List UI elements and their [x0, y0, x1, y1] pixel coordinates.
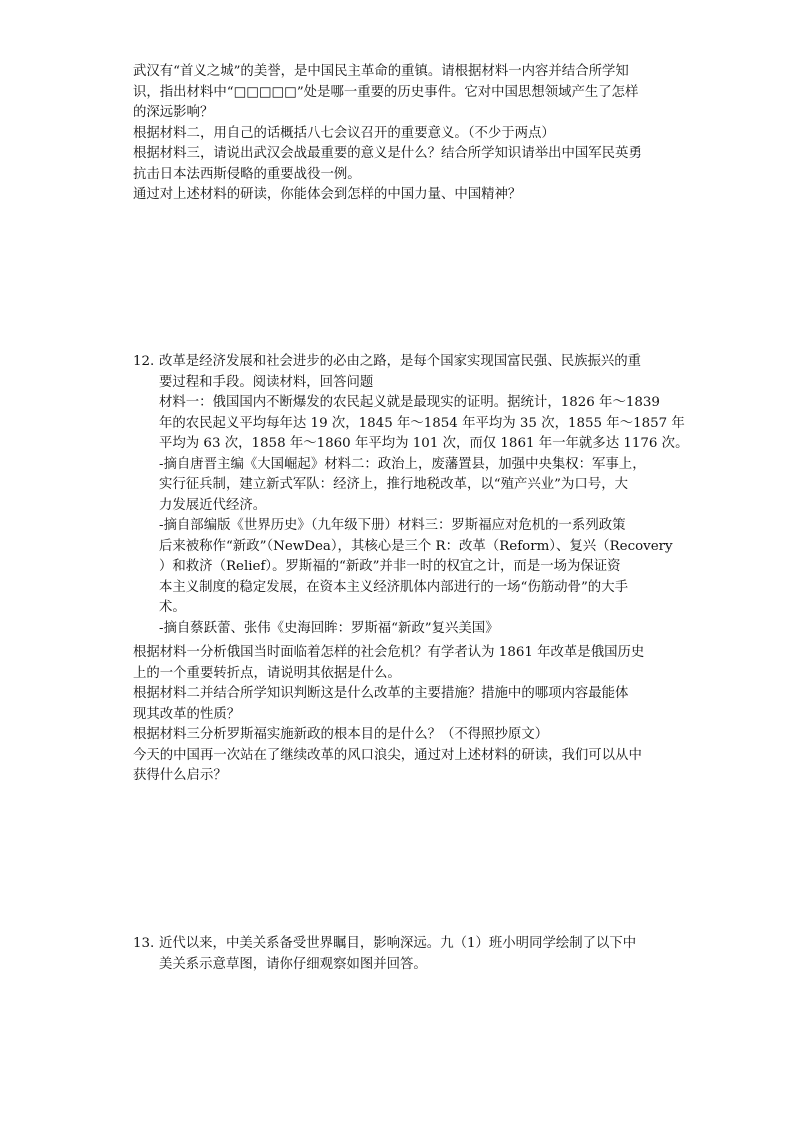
text-line: -摘自蔡跃蕾、张伟《史海回眸：罗斯福“新政”复兴美国》	[159, 620, 499, 636]
text-line: 美关系示意草图，请你仔细观察如图并回答。	[159, 956, 427, 972]
question12-number: 12.	[133, 354, 155, 369]
text-line: 上的一个重要转折点，请说明其依据是什么。	[133, 665, 401, 681]
text-line: 的深远影响？	[133, 105, 214, 120]
text-line: 后来被称作“新政”（NewDea），其核心是三个 R：改革（Reform）、复兴（Recovery	[159, 538, 673, 554]
text-line: 实行征兵制，建立新式军队：经济上，推行地税改革，以“殖产兴业”为口号，大	[159, 477, 628, 492]
question12-materials	[159, 352, 689, 639]
text-line: 术。	[159, 600, 186, 615]
text-line: 识，指出材料中“□□□□□”处是哪一重要的历史事件。它对中国思想领域产生了怎样	[133, 84, 639, 100]
text-line: 抗击日本法西斯侵略的重要战役一例。	[133, 166, 361, 182]
text-line: 根据材料三，请说出武汉会战最重要的意义是什么？结合所学知识请举出中国军民英勇	[133, 146, 642, 161]
text-line: -摘自部编版《世界历史》（九年级下册）材料三：罗斯福应对危机的一系列政策	[159, 518, 626, 533]
text-line: 获得什么启示？	[133, 768, 227, 783]
text-line: 现其改革的性质？	[133, 706, 241, 722]
text-line: 要过程和手段。阅读材料，回答问题	[159, 374, 374, 390]
text-line: 力发展近代经济。	[159, 497, 267, 513]
text-line: 改革是经济发展和社会进步的必由之路，是每个国家实现国富民强、民族振兴的重	[159, 354, 642, 369]
question12-subquestions	[133, 643, 663, 787]
text-line: 根据材料二并结合所学知识判断这是什么改革的主要措施？措施中的哪项内容最能体	[133, 686, 629, 701]
text-line: 材料一：俄国国内不断爆发的农民起义就是最现实的证明。据统计，1826 年～1839	[159, 395, 660, 410]
text-line: ）和救济（Relief）。罗斯福的“新政”并非一时的权宜之计，而是一场为保证资	[159, 559, 621, 574]
question11-subquestions	[133, 62, 663, 206]
text-line: 本主义制度的稳定发展，在资本主义经济肌体内部进行的一场“伤筋动骨”的大手	[159, 579, 628, 595]
text-line: 近代以来，中美关系备受世界瞩目，影响深远。九（1）班小明同学绘制了以下中	[159, 936, 637, 951]
text-line: -摘自唐晋主编《大国崛起》材料二：政治上，废藩置县，加强中央集权：军事上，	[159, 456, 646, 472]
text-line: 平均为 63 次，1858 年～1860 年平均为 101 次，而仅 1861 年一年就多达 1176 次。	[159, 436, 689, 451]
text-line: 根据材料一分析俄国当时面临着怎样的社会危机？有学者认为 1861 年改革是俄国历史	[133, 645, 645, 660]
text-line: 根据材料二，用自己的话概括八七会议召开的重要意义。（不少于两点）	[133, 125, 555, 141]
text-line: 武汉有“首义之城”的美誉，是中国民主革命的重镇。请根据材料一内容并结合所学知	[133, 64, 629, 79]
text-line: 根据材料三分析罗斯福实施新政的根本目的是什么？（不得照抄原文）	[133, 727, 549, 742]
question13-text	[159, 934, 663, 975]
question13-number: 13.	[133, 936, 155, 951]
text-line: 今天的中国再一次站在了继续改革的风口浪尖，通过对上述材料的研读，我们可以从中	[133, 747, 642, 763]
text-line: 年的农民起义平均每年达 19 次，1845 年～1854 年平均为 35 次，1855 年～1857 年	[159, 415, 685, 431]
text-line: 通过对上述材料的研读，你能体会到怎样的中国力量、中国精神？	[133, 187, 522, 202]
